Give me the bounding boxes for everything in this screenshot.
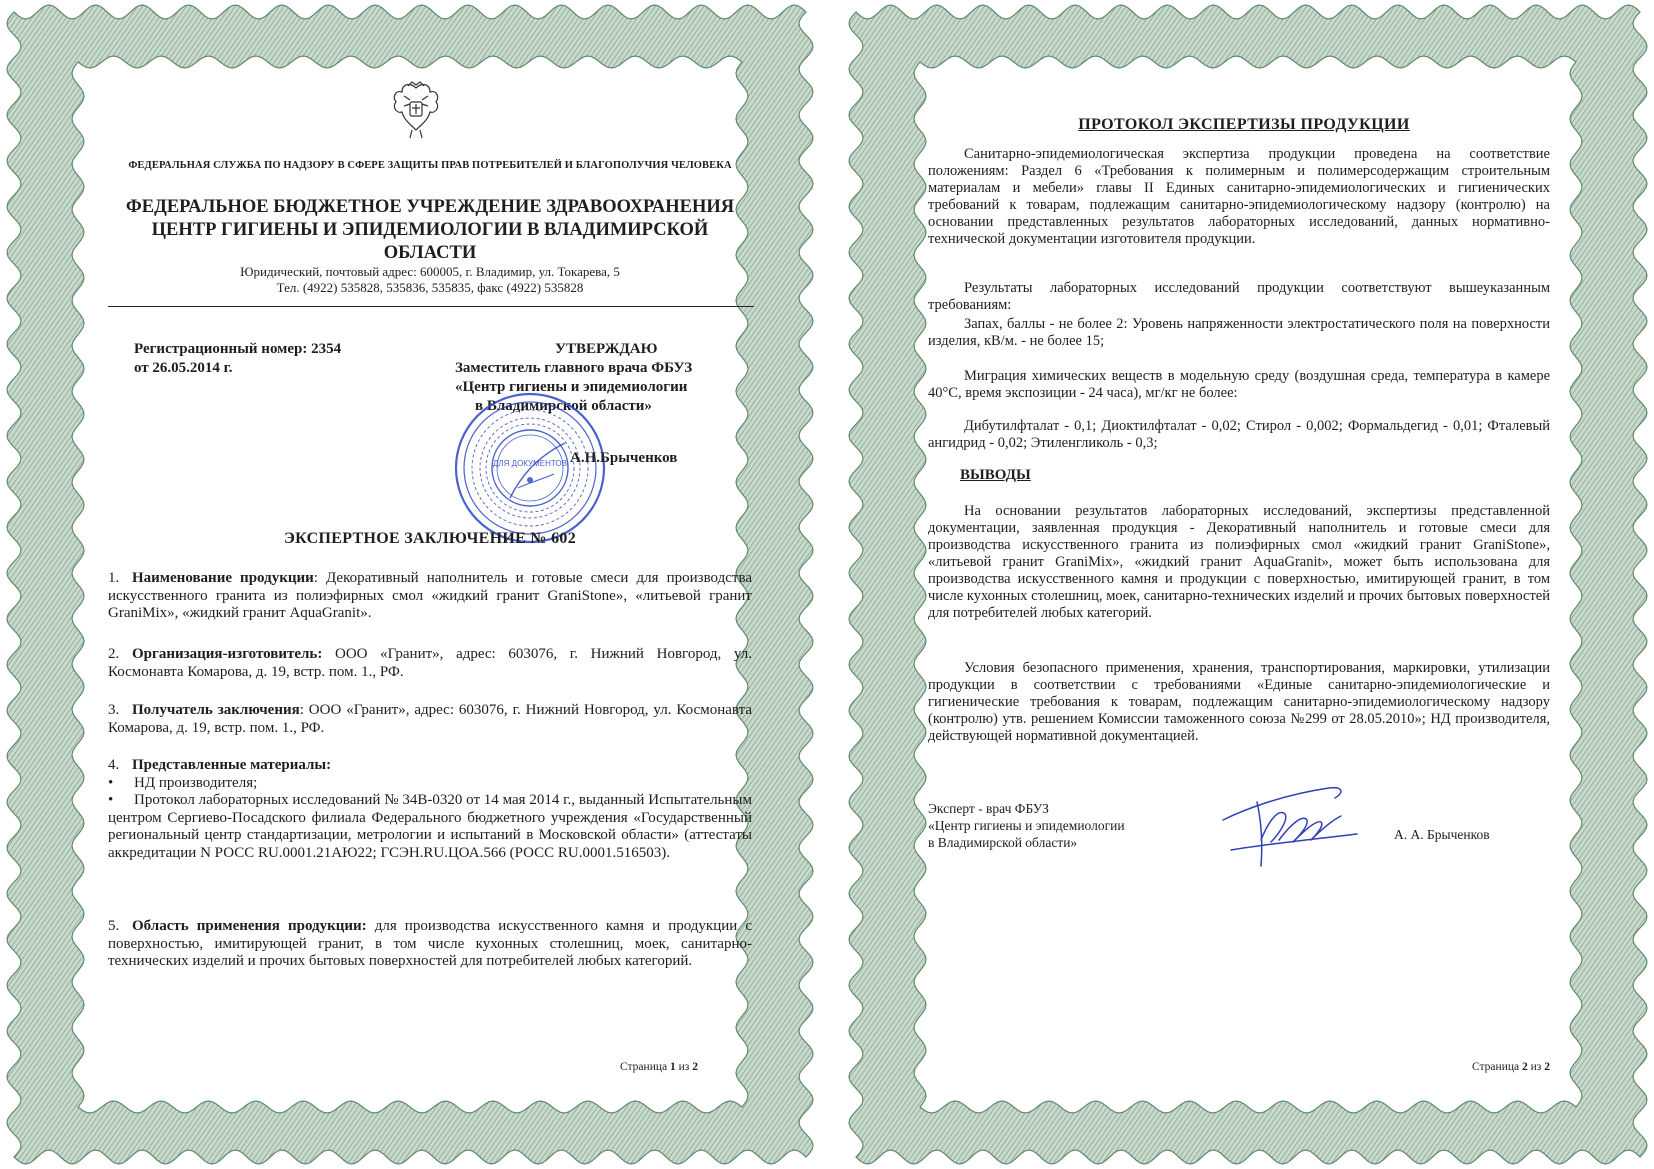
section-heading: Представленные материалы: [132, 757, 332, 773]
section-text: ООО «Гранит», адрес: 603076, г. Нижний Новгород, ул. Космонавта Комарова, д. 19, встр. пом. 1., РФ. [108, 646, 752, 680]
header-divider [108, 306, 754, 307]
section-heading: Получатель заключения [132, 702, 300, 718]
approval-title: УТВЕРЖДАЮ [555, 341, 658, 357]
registration-date: от 26.05.2014 г. [134, 360, 233, 376]
section-number: 3. [108, 702, 120, 718]
certificate-page-2 [842, 0, 1654, 1169]
section-number: 2. [108, 646, 120, 662]
signature-icon [1217, 780, 1377, 875]
list-item: • НД производителя; [108, 774, 258, 791]
certificate-page-1 [0, 0, 820, 1169]
protocol-title: ПРОТОКОЛ ЭКСПЕРТИЗЫ ПРОДУКЦИИ [1078, 116, 1410, 133]
approval-org-line-1: «Центр гигиены и эпидемиологии [455, 379, 688, 395]
section-recipient [108, 702, 752, 737]
registration-number: Регистрационный номер: 2354 [134, 341, 342, 357]
list-item: • Протокол лабораторных исследований № 34В-0320 от 14 мая 2014 г., выданный Испытательным центром Сергиево-Посадского филиала Федерального бюджетного учреждения «Государственный региональный центр стандартизации, метрологии и испытаний в Московской области» (аттестаты аккредитации N РОСС RU.0001.21АЮ22; ГСЭН.RU.ЦОА.566 (РОСС RU.0001.516503). [108, 792, 752, 861]
section-text: : ООО «Гранит», адрес: 603076, г. Нижний Новгород, ул. Космонавта Комарова, д. 19, встр. пом. 1., РФ. [108, 702, 752, 736]
ministry-header: ФЕДЕРАЛЬНАЯ СЛУЖБА ПО НАДЗОРУ В СФЕРЕ ЗАЩИТЫ ПРАВ ПОТРЕБИТЕЛЕЙ И БЛАГОПОЛУЧИЯ ЧЕЛОВЕКА [128, 160, 732, 171]
organization-line-1: ФЕДЕРАЛЬНОЕ БЮДЖЕТНОЕ УЧРЕЖДЕНИЕ ЗДРАВООХРАНЕНИЯ [125, 197, 735, 217]
section-number: 1. [108, 570, 120, 586]
stamp-text: ДЛЯ ДОКУМЕНТОВ [492, 459, 568, 468]
section-manufacturer [108, 646, 752, 681]
expert-block [928, 800, 1188, 851]
expert-name: А. А. Брыченков [1394, 827, 1490, 842]
eagle-emblem-icon [390, 80, 442, 140]
section-application [108, 918, 752, 971]
bullet-icon: • [108, 774, 114, 791]
paragraph-conclusion: На основании результатов лабораторных исследований, экспертизы представленной документации, заявленная продукция - Декоративный наполнитель и готовые смеси для производства искусственного гранита из полиэфирных смол «жидкий гранит GraniStone», «литьевой гранит GraniMix», «жидкий гранит AquaGranit», может быть использована для производства искусственного камня и продукции с поверхностью, имитирующей гранит, в том числе кухонных столешниц, моек, санитарно-технических изделий и прочих бытовых поверхностей для потребителей любых категорий. [928, 503, 1550, 621]
organization-address [110, 264, 750, 296]
paragraph-substances: Дибутилфталат - 0,1; Диоктилфталат - 0,02; Стирол - 0,002; Формальдегид - 0,01; Фталевый ангидрид - 0,02; Этиленгликоль - 0,3; [928, 418, 1550, 451]
paragraph-migration: Миграция химических веществ в модельную среду (воздушная среда, температура в камере 40°С, время экспозиции - 24 часа), мг/кг не более: [928, 368, 1550, 401]
organization-name [110, 196, 750, 265]
paragraph-conditions: Условия безопасного применения, хранения, транспортирования, маркировки, утилизации продукции в соответствии с требованиями «Единые санитарно-эпидемиологические и гигиенические требования к товарам, подлежащим санитарно-эпидемиологическому надзору (контролю) утв. решением Комиссии таможенного союза №299 от 28.05.2010»; НД производителя, действующей нормативной документацией. [928, 660, 1550, 744]
official-stamp-icon [450, 388, 610, 548]
section-heading: Наименование продукции [132, 570, 314, 586]
organization-line-2: ЦЕНТР ГИГИЕНЫ И ЭПИДЕМИОЛОГИИ В ВЛАДИМИРСКОЙ ОБЛАСТИ [151, 220, 709, 263]
phone-line: Тел. (4922) 535828, 535836, 535835, факс (4922) 535828 [276, 280, 584, 295]
paragraph-expertise: Санитарно-эпидемиологическая экспертиза продукции проведена на соответствие положениям: Раздел 6 «Требования к полимерным и полимерсодержащим строительным материалам и мебели» главы II Единых санитарно-эпидемиологических и гигиенических требований к товарам, подлежащим санитарно-эпидемиологическому надзору (контролю) на основании представленных результатов лабораторных исследований, данных нормативно-технической документации изготовителя продукции. [928, 146, 1550, 247]
expert-org-line-2: в Владимирской области» [928, 835, 1078, 850]
paragraph-results: Результаты лабораторных исследований продукции соответствуют вышеуказанным требованиям: [928, 280, 1550, 313]
expert-org-line-1: «Центр гигиены и эпидемиологии [928, 818, 1125, 833]
section-number: 4. [108, 757, 120, 773]
section-heading: Организация-изготовитель: [132, 646, 323, 662]
document-title: ЭКСПЕРТНОЕ ЗАКЛЮЧЕНИЕ № 602 [283, 530, 576, 547]
approver-name: А.Н.Брыченков [570, 450, 678, 466]
section-materials [108, 757, 752, 862]
paragraph-odor: Запах, баллы - не более 2: Уровень напряженности электростатического поля на поверхности изделия, кВ/м. - не более 15; [928, 316, 1550, 349]
bullet-icon: • [108, 792, 114, 808]
section-heading: Область применения продукции: [132, 918, 367, 934]
section-number: 5. [108, 918, 120, 934]
section-text: для производства искусственного камня и продукции с поверхностью, имитирующей гранит, в том числе кухонных столешниц, моек, санитарно-технических изделий и прочих бытовых поверхностей для потребителей любых категорий. [108, 918, 753, 969]
registration-block [134, 340, 394, 378]
approval-org-line-2: в Владимирской области» [475, 398, 652, 414]
page-indicator: Страница 2 из 2 [1472, 1061, 1550, 1073]
section-text: : Декоративный наполнитель и готовые смеси для производства искусственного гранита из полиэфирных смол «жидкий гранит GraniStone», «литьевой гранит GraniMix», «жидкий гранит AquaGranit». [108, 570, 753, 621]
page-indicator: Страница 1 из 2 [620, 1061, 698, 1073]
conclusions-title: ВЫВОДЫ [960, 467, 1031, 483]
approval-position: Заместитель главного врача ФБУЗ [455, 360, 693, 376]
address-line: Юридический, почтовый адрес: 600005, г. Владимир, ул. Токарева, 5 [240, 264, 620, 279]
expert-position: Эксперт - врач ФБУЗ [928, 801, 1049, 816]
section-product-name [108, 570, 752, 623]
